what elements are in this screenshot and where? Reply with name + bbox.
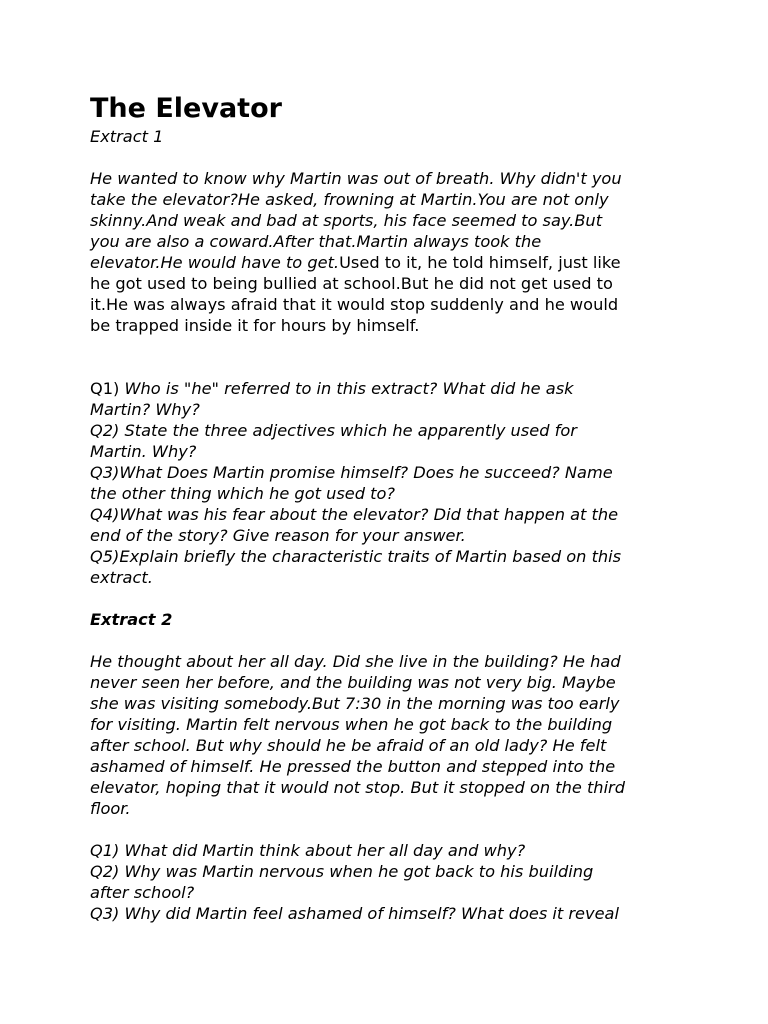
passage-line: elevator, hoping that it would not stop. But it stopped on the third	[90, 778, 625, 797]
spacer	[90, 588, 690, 609]
passage-line: skinny.And weak and bad at sports, his face seemed to say.But	[90, 211, 603, 230]
question-number: Q2)	[90, 421, 120, 440]
question-number: Q2)	[90, 862, 120, 881]
passage-line: you are also a coward.After that.Martin always took the	[90, 232, 542, 251]
passage-line: it.He was always afraid that it would stop suddenly and he would	[90, 295, 619, 314]
passage-line: he got used to being bullied at school.But he did not get used to	[90, 274, 613, 293]
passage-line: be trapped inside it for hours by himself.	[90, 316, 420, 335]
passage-line: floor.	[90, 799, 131, 818]
question-number: Q3)	[90, 904, 120, 923]
extract-1-questions	[90, 378, 690, 588]
extract-1-heading: Extract 1	[90, 127, 164, 146]
question-line: Martin? Why?	[90, 400, 200, 419]
passage-line: for visiting. Martin felt nervous when he got back to the building	[90, 715, 613, 734]
passage-line: He wanted to know why Martin was out of breath. Why didn't you	[90, 169, 622, 188]
passage-line: He thought about her all day. Did she live in the building? He had	[90, 652, 621, 671]
passage-line: she was visiting somebody.But 7:30 in the morning was too early	[90, 694, 620, 713]
spacer	[90, 819, 690, 840]
spacer	[90, 147, 690, 168]
document-page	[90, 92, 690, 924]
passage-line: never seen her before, and the building was not very big. Maybe	[90, 673, 616, 692]
passage-line: ashamed of himself. He pressed the button and stepped into the	[90, 757, 616, 776]
passage-line: after school. But why should he be afraid of an old lady? He felt	[90, 736, 607, 755]
question-line: extract.	[90, 568, 153, 587]
question-line: the other thing which he got used to?	[90, 484, 396, 503]
question-line: Q3) Why did Martin feel ashamed of himself? What does it reveal	[90, 904, 619, 923]
spacer	[90, 336, 690, 378]
extract-2-questions	[90, 840, 690, 924]
question-line: Q2) Why was Martin nervous when he got back to his building	[90, 862, 594, 881]
spacer	[90, 630, 690, 651]
extract-2-passage	[90, 651, 690, 819]
passage-line: elevator.He would have to get.Used to it, he told himself, just like	[90, 253, 621, 272]
question-number: Q1)	[90, 379, 120, 398]
passage-line: take the elevator?He asked, frowning at Martin.You are not only	[90, 190, 609, 209]
question-line: Q5)Explain briefly the characteristic traits of Martin based on this	[90, 547, 622, 566]
question-line: Q4)What was his fear about the elevator? Did that happen at the	[90, 505, 619, 524]
question-line: Q1) Who is "he" referred to in this extract? What did he ask	[90, 379, 574, 398]
question-line: Q3)What Does Martin promise himself? Does he succeed? Name	[90, 463, 613, 482]
question-number: Q4)	[90, 505, 120, 524]
question-line: Q1) What did Martin think about her all day and why?	[90, 841, 526, 860]
question-line: end of the story? Give reason for your answer.	[90, 526, 466, 545]
question-line: Q2) State the three adjectives which he apparently used for	[90, 421, 577, 440]
question-number: Q5)	[90, 547, 120, 566]
question-line: after school?	[90, 883, 195, 902]
document-title: The Elevator	[90, 93, 282, 124]
question-number: Q3)	[90, 463, 120, 482]
extract-2-heading: Extract 2	[90, 610, 173, 629]
extract-1-passage	[90, 168, 690, 336]
question-line: Martin. Why?	[90, 442, 197, 461]
question-number: Q1)	[90, 841, 120, 860]
